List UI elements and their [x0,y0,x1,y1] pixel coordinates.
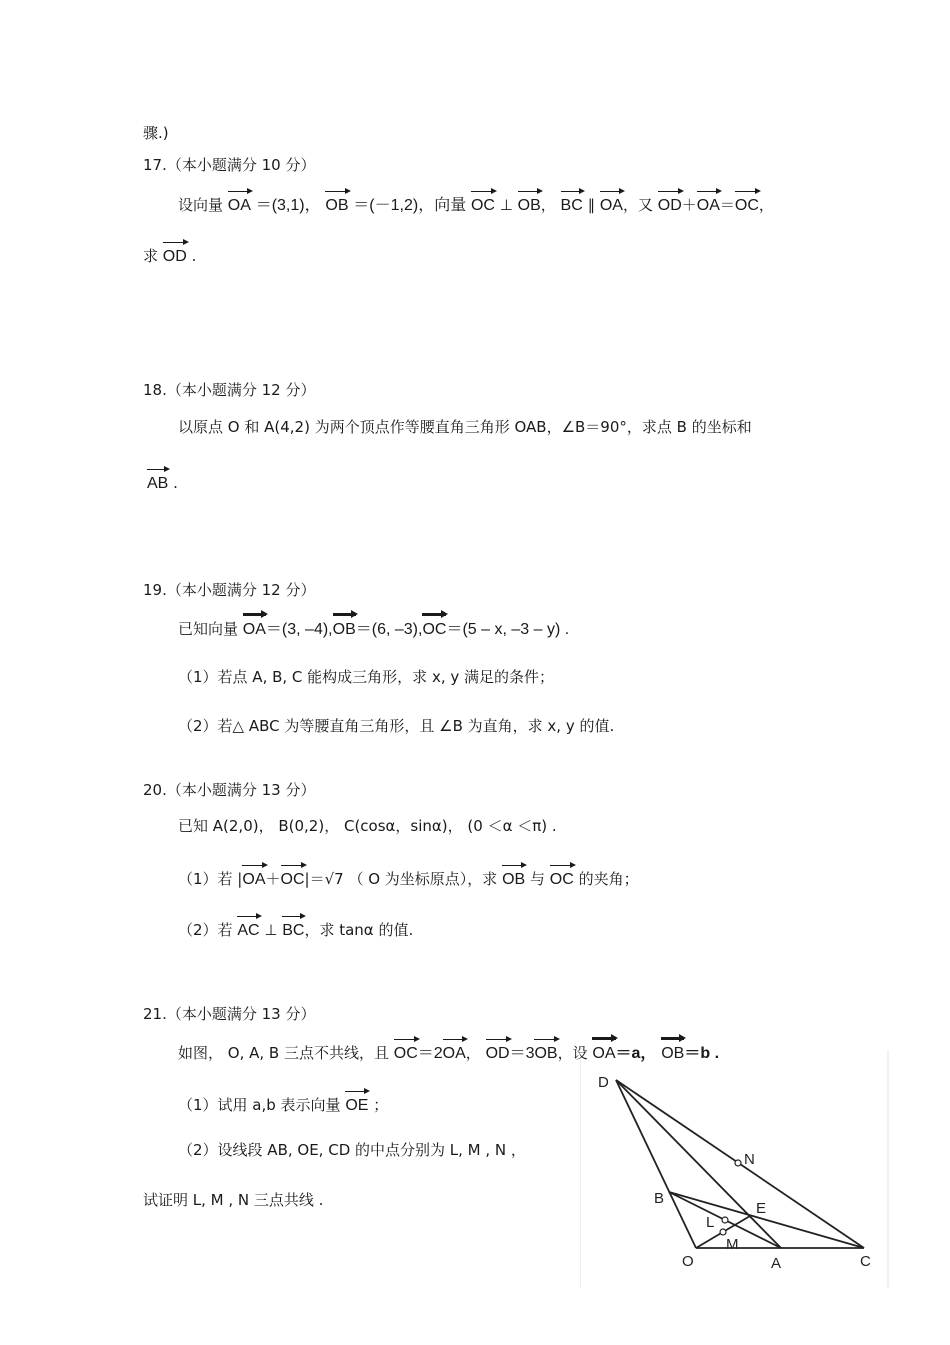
vector-ab: AB [147,473,168,495]
label-l: L [706,1214,715,1231]
point-m [720,1229,726,1235]
plus-symbol: ＋ [265,870,281,888]
vector-oa: OA [592,1043,615,1065]
text: 与 [529,870,545,888]
vector-ob: OB [502,869,525,891]
parallel-symbol: ∥ [587,196,596,214]
vector-ob: OB [333,619,356,641]
vector-ob: OB [661,1043,684,1065]
text: ； [373,1096,389,1114]
text: ＝2 [417,1045,443,1062]
text: ，又 [622,196,653,214]
vector-ob: OB [518,195,541,217]
p20-line1: 已知 A(2,0)， B(0,2)， C(cosα，sinα)， (0 ＜α ＜π) . [178,817,557,835]
p18-line1: 以原点 O 和 A(4,2) 为两个顶点作等腰直角三角形 OAB，∠B＝90°，求点 B 的坐标和 [178,418,752,436]
text: 已知向量 [178,620,239,638]
vector-oc: OC [394,1043,418,1065]
label-o: O [682,1253,694,1270]
text: ＝(－1,2)，向量 [353,197,467,214]
vector-oc: OC [550,869,574,891]
text: ＝a， [615,1045,657,1062]
p18-header: 18.（本小题满分 12 分） [143,381,316,399]
text: ，求 tanα 的值. [304,921,414,939]
vector-ac: AC [237,920,259,942]
p17-line1 [178,194,774,217]
p19-q2: （2）若△ ABC 为等腰直角三角形，且 ∠B 为直角，求 x, y 的值. [178,717,615,735]
vector-oa: OA [228,195,251,217]
vector-bc: BC [282,920,304,942]
edge-bc [669,1192,864,1248]
text: ，设 [557,1044,588,1062]
plus-symbol: ＋ [681,196,697,214]
text: ＝3 [509,1045,535,1062]
label-n: N [744,1151,755,1168]
p18-line2 [147,472,178,495]
p17-line2 [143,245,196,268]
text: ＝(3, –4), [265,621,333,638]
text: ， [758,196,774,214]
vector-ob: OB [534,1043,557,1065]
text: （2）若 [178,921,233,939]
text: （1）试用 a,b 表示向量 [178,1096,341,1114]
text: . [191,247,197,265]
prev-tail: 骤.) [143,124,169,142]
text: 设向量 [178,196,224,214]
text: |＝√7 （ O 为坐标原点），求 [304,870,498,888]
text: ＝(5 – x, –3 – y) . [446,621,570,638]
text: 求 [143,247,159,265]
perp-symbol: ⊥ [499,196,513,214]
vector-od: OD [486,1043,510,1065]
vector-bc: BC [561,195,583,217]
vector-oc: OC [281,869,305,891]
p19-header: 19.（本小题满分 12 分） [143,581,316,599]
text: . [173,474,178,492]
label-d: D [598,1074,609,1091]
p20-q1 [178,868,639,891]
text: ＝(6, –3), [355,621,423,638]
label-c: C [860,1253,871,1270]
point-n [735,1160,741,1166]
vector-oa: OA [443,1043,466,1065]
vector-oc: OC [422,619,446,641]
p21-header: 21.（本小题满分 13 分） [143,1005,316,1023]
vector-oe: OE [345,1095,368,1117]
p19-line1 [178,618,569,641]
vector-oa: OA [243,619,266,641]
text: ， [465,1044,481,1062]
vector-oc: OC [735,195,759,217]
p17-header: 17.（本小题满分 10 分） [143,156,316,174]
label-m: M [726,1236,739,1253]
text: 的夹角； [578,870,639,888]
vector-oa: OA [600,195,623,217]
text: 如图， O, A, B 三点不共线，且 [178,1044,389,1062]
p20-q2 [178,919,413,942]
text: ， [540,196,556,214]
vector-oc: OC [471,195,495,217]
text: ＝b . [684,1045,720,1062]
point-l [722,1217,728,1223]
p21-q2: （2）设线段 AB, OE, CD 的中点分别为 L, M , N ， [178,1141,526,1159]
label-b: B [654,1190,665,1207]
equals-symbol: ＝ [719,196,735,214]
text: （1）若 | [178,870,243,888]
label-e: E [756,1200,767,1217]
text: ＝(3,1)， [255,197,321,214]
vector-oa: OA [242,869,265,891]
p19-q1: （1）若点 A, B, C 能构成三角形，求 x, y 满足的条件； [178,668,555,686]
p20-header: 20.（本小题满分 13 分） [143,781,316,799]
vector-ob: OB [325,195,348,217]
vector-od: OD [163,246,187,268]
edge-do [616,1080,696,1248]
edge-da [616,1080,781,1248]
p21-q3: 试证明 L, M , N 三点共线 . [143,1191,324,1209]
vector-od: OD [658,195,682,217]
vector-oa: OA [697,195,720,217]
p21-q1 [178,1094,388,1117]
label-a: A [771,1255,782,1272]
geometry-figure [580,1050,892,1288]
perp-symbol: ⊥ [264,921,278,939]
